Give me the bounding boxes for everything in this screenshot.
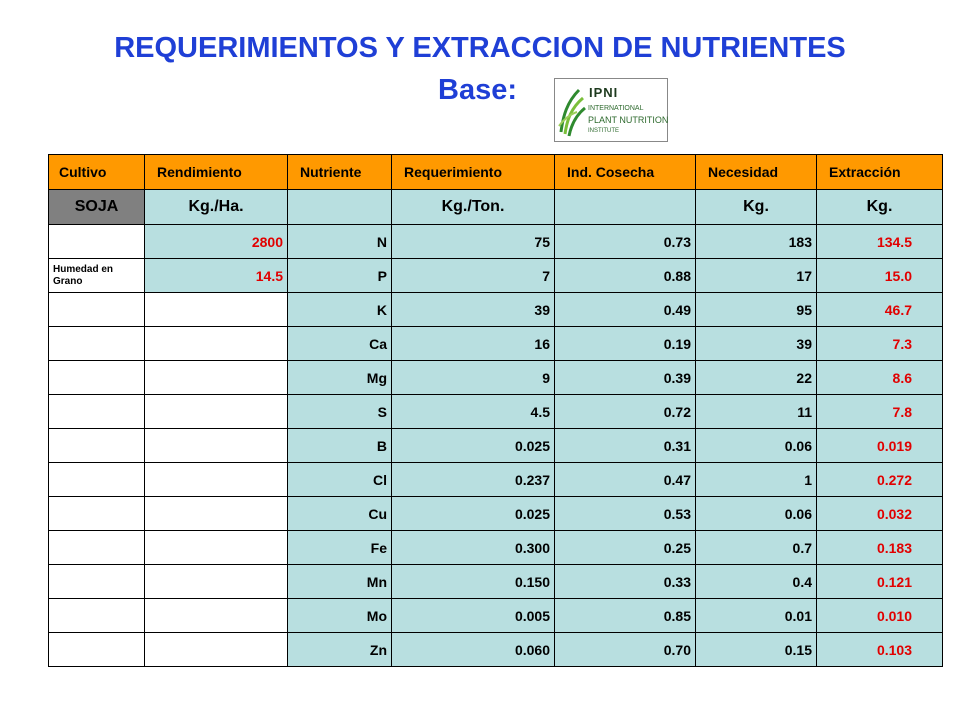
cell-rendimiento xyxy=(145,599,288,633)
cell-rendimiento xyxy=(145,463,288,497)
cell-rendimiento xyxy=(145,361,288,395)
cell-rendimiento xyxy=(145,633,288,667)
cell-requerimiento: 0.025 xyxy=(392,429,555,463)
header-ind-cosecha: Ind. Cosecha xyxy=(555,155,696,190)
cell-extraccion: 0.019 xyxy=(817,429,943,463)
cell-nutriente: Fe xyxy=(288,531,392,565)
units-extraccion: Kg. xyxy=(817,190,943,225)
cell-cosecha: 0.31 xyxy=(555,429,696,463)
units-necesidad: Kg. xyxy=(696,190,817,225)
cell-rendimiento xyxy=(145,497,288,531)
cell-extraccion: 134.5 xyxy=(817,225,943,259)
ipni-plant-icon xyxy=(557,82,587,140)
cell-cultivo xyxy=(49,633,145,667)
table-row xyxy=(49,293,943,327)
cell-extraccion: 46.7 xyxy=(817,293,943,327)
cell-cultivo xyxy=(49,361,145,395)
cell-cultivo xyxy=(49,395,145,429)
cell-requerimiento: 0.005 xyxy=(392,599,555,633)
cell-rendimiento xyxy=(145,293,288,327)
logo-text-plant-nutrition: PLANT NUTRITION xyxy=(588,115,669,125)
cell-cosecha: 0.25 xyxy=(555,531,696,565)
cell-cosecha: 0.72 xyxy=(555,395,696,429)
cell-necesidad: 0.4 xyxy=(696,565,817,599)
cell-requerimiento: 0.025 xyxy=(392,497,555,531)
cell-cosecha: 0.33 xyxy=(555,565,696,599)
page-title: REQUERIMIENTOS Y EXTRACCION DE NUTRIENTES xyxy=(114,32,846,64)
cell-rendimiento xyxy=(145,327,288,361)
cell-necesidad: 0.15 xyxy=(696,633,817,667)
table-row xyxy=(49,565,943,599)
table-row xyxy=(49,497,943,531)
cell-cosecha: 0.19 xyxy=(555,327,696,361)
cell-necesidad: 183 xyxy=(696,225,817,259)
logo-text-ipni: IPNI xyxy=(589,85,619,100)
cell-nutriente: N xyxy=(288,225,392,259)
cell-necesidad: 0.06 xyxy=(696,497,817,531)
cell-cultivo xyxy=(49,599,145,633)
cell-necesidad: 0.06 xyxy=(696,429,817,463)
table-row xyxy=(49,429,943,463)
logo-text-institute: INSTITUTE xyxy=(588,128,619,134)
cell-requerimiento: 0.300 xyxy=(392,531,555,565)
cell-necesidad: 0.7 xyxy=(696,531,817,565)
cell-requerimiento: 0.237 xyxy=(392,463,555,497)
cell-cultivo xyxy=(49,565,145,599)
cell-requerimiento: 0.150 xyxy=(392,565,555,599)
humedad-value: 14.5 xyxy=(145,259,288,293)
table-row xyxy=(49,225,943,259)
units-nutriente xyxy=(288,190,392,225)
units-requerimiento: Kg./Ton. xyxy=(392,190,555,225)
cell-cultivo xyxy=(49,531,145,565)
rendimiento-value: 2800 xyxy=(145,225,288,259)
table-row xyxy=(49,633,943,667)
cell-necesidad: 11 xyxy=(696,395,817,429)
cell-cultivo xyxy=(49,497,145,531)
units-cosecha xyxy=(555,190,696,225)
cell-nutriente: S xyxy=(288,395,392,429)
cell-extraccion: 15.0 xyxy=(817,259,943,293)
header-row xyxy=(49,155,943,190)
table-row xyxy=(49,361,943,395)
cell-cosecha: 0.85 xyxy=(555,599,696,633)
cell-extraccion: 0.121 xyxy=(817,565,943,599)
cell-requerimiento: 7 xyxy=(392,259,555,293)
cell-cultivo xyxy=(49,327,145,361)
cell-cultivo xyxy=(49,463,145,497)
cell-rendimiento xyxy=(145,565,288,599)
cell-rendimiento xyxy=(145,395,288,429)
cell-nutriente: P xyxy=(288,259,392,293)
cell-cosecha: 0.47 xyxy=(555,463,696,497)
cell-cosecha: 0.49 xyxy=(555,293,696,327)
header-nutriente: Nutriente xyxy=(288,155,392,190)
cell-requerimiento: 39 xyxy=(392,293,555,327)
cell-rendimiento xyxy=(145,429,288,463)
header-extraccion: Extracción xyxy=(817,155,943,190)
header-requerimiento: Requerimiento xyxy=(392,155,555,190)
cell-cosecha: 0.70 xyxy=(555,633,696,667)
table-row xyxy=(49,599,943,633)
cell-extraccion: 0.272 xyxy=(817,463,943,497)
header-cultivo: Cultivo xyxy=(49,155,145,190)
ipni-logo xyxy=(554,78,668,142)
units-row xyxy=(49,190,943,225)
cell-extraccion: 0.183 xyxy=(817,531,943,565)
crop-name: SOJA xyxy=(49,190,145,225)
page-subtitle: Base: xyxy=(438,74,517,106)
cell-nutriente: Mn xyxy=(288,565,392,599)
cell-nutriente: Mo xyxy=(288,599,392,633)
cell-necesidad: 17 xyxy=(696,259,817,293)
cell-cosecha: 0.39 xyxy=(555,361,696,395)
nutrient-table xyxy=(48,154,943,667)
cell-nutriente: Cu xyxy=(288,497,392,531)
cell-cultivo xyxy=(49,293,145,327)
cell-necesidad: 1 xyxy=(696,463,817,497)
table-row xyxy=(49,259,943,293)
cell-requerimiento: 9 xyxy=(392,361,555,395)
cell-nutriente: B xyxy=(288,429,392,463)
cell-extraccion: 8.6 xyxy=(817,361,943,395)
cell-rendimiento xyxy=(145,531,288,565)
cell-necesidad: 39 xyxy=(696,327,817,361)
cell-extraccion: 0.103 xyxy=(817,633,943,667)
cell-extraccion: 0.010 xyxy=(817,599,943,633)
cell-nutriente: Mg xyxy=(288,361,392,395)
cell-cultivo xyxy=(49,429,145,463)
table-row xyxy=(49,463,943,497)
table-row xyxy=(49,327,943,361)
cell-extraccion: 7.3 xyxy=(817,327,943,361)
humedad-label: Humedad en Grano xyxy=(49,259,145,293)
cell-cosecha: 0.73 xyxy=(555,225,696,259)
cell-nutriente: K xyxy=(288,293,392,327)
cell-extraccion: 0.032 xyxy=(817,497,943,531)
cell-necesidad: 95 xyxy=(696,293,817,327)
header-necesidad: Necesidad xyxy=(696,155,817,190)
cell-necesidad: 0.01 xyxy=(696,599,817,633)
cell-requerimiento: 75 xyxy=(392,225,555,259)
table-row xyxy=(49,531,943,565)
header-rendimiento: Rendimiento xyxy=(145,155,288,190)
cell-cosecha: 0.88 xyxy=(555,259,696,293)
cell-nutriente: Cl xyxy=(288,463,392,497)
table-row xyxy=(49,395,943,429)
units-rendimiento: Kg./Ha. xyxy=(145,190,288,225)
logo-text-international: INTERNATIONAL xyxy=(588,105,644,112)
cell-requerimiento: 4.5 xyxy=(392,395,555,429)
cell-requerimiento: 16 xyxy=(392,327,555,361)
cell-necesidad: 22 xyxy=(696,361,817,395)
cell-nutriente: Ca xyxy=(288,327,392,361)
cell-cultivo xyxy=(49,225,145,259)
cell-extraccion: 7.8 xyxy=(817,395,943,429)
cell-cosecha: 0.53 xyxy=(555,497,696,531)
cell-nutriente: Zn xyxy=(288,633,392,667)
cell-requerimiento: 0.060 xyxy=(392,633,555,667)
